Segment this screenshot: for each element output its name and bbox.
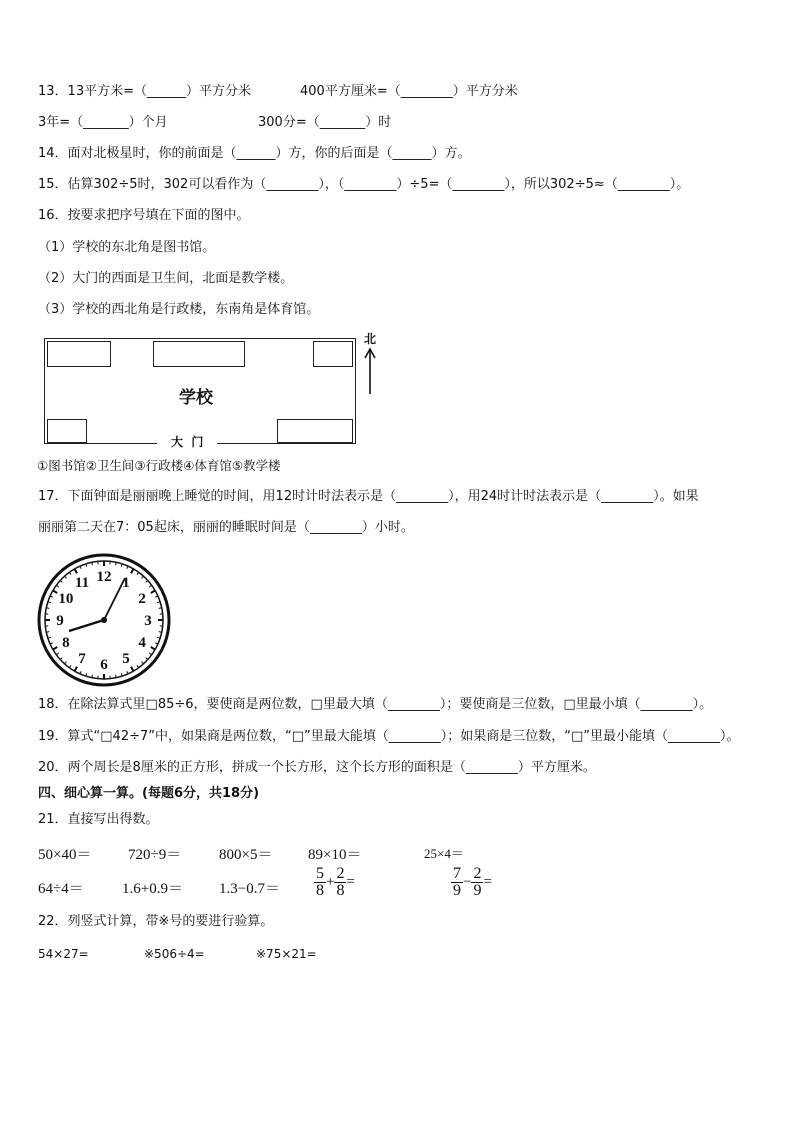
clock-number-4: 4 xyxy=(138,635,146,651)
clock-number-1: 1 xyxy=(122,574,130,591)
calc-4: 89×10＝ xyxy=(308,847,362,863)
map-slot-northwest xyxy=(47,341,111,367)
map-slot-southwest xyxy=(47,419,87,443)
q22-item-3: ※75×21= xyxy=(256,947,317,961)
q16-options: ①图书馆②卫生间③行政楼④体育馆⑤教学楼 xyxy=(37,458,281,473)
clock-face xyxy=(36,552,172,688)
clock-number-10: 10 xyxy=(58,591,74,607)
q16-item-2: （2）大门的西面是卫生间，北面是教学楼。 xyxy=(38,271,294,286)
q17-line1: 17．下面钟面是丽丽晚上睡觉的时间，用12时计时法表示是（________），用24时计时法表示是（________）。如果 xyxy=(38,489,699,504)
clock-number-2: 2 xyxy=(138,591,146,607)
north-arrow-icon xyxy=(362,346,378,396)
map-school-label: 学校 xyxy=(179,388,213,408)
clock-number-6: 6 xyxy=(100,657,108,673)
calc-9-fraction-sum: $\frac{5}{8}$ + $\frac{2}{8}$ = xyxy=(316,865,355,899)
clock-number-7: 7 xyxy=(78,651,86,668)
clock-number-11: 11 xyxy=(74,574,90,591)
q13-d: 300分=（_______）时 xyxy=(258,115,392,130)
map-gate-label: 大 门 xyxy=(157,433,217,450)
clock-number-9: 9 xyxy=(56,613,64,629)
map-slot-north xyxy=(153,341,245,367)
calc-3: 800×5＝ xyxy=(219,847,273,863)
map-slot-northeast xyxy=(313,341,353,367)
q22-item-2: ※506÷4= xyxy=(144,947,205,961)
school-map xyxy=(44,338,356,449)
map-slot-southeast xyxy=(277,419,353,443)
clock-number-3: 3 xyxy=(144,613,152,629)
clock-number-8: 8 xyxy=(62,635,70,651)
q22-item-1: 54×27= xyxy=(38,947,89,961)
calc-5: 25×4＝ xyxy=(424,846,464,861)
q19: 19．算式“□42÷7”中，如果商是两位数，“□”里最大能填（________）；如果商是三位数，“□”里最小能填（________）。 xyxy=(38,729,740,744)
q16-item-3: （3）学校的西北角是行政楼，东南角是体育馆。 xyxy=(38,302,320,317)
calc-2: 720÷9＝ xyxy=(128,847,182,863)
calc-10-fraction-diff: $\frac{7}{9}$ − $\frac{2}{9}$ = xyxy=(453,865,492,899)
q20: 20．两个周长是8厘米的正方形，拼成一个长方形，这个长方形的面积是（________）平方厘米。 xyxy=(38,760,596,775)
clock-hour-hand xyxy=(69,620,104,631)
q16-title: 16．按要求把序号填在下面的图中。 xyxy=(38,208,250,223)
calc-7: 1.6+0.9＝ xyxy=(122,881,183,897)
north-label: 北 xyxy=(364,332,377,346)
calc-8: 1.3−0.7＝ xyxy=(219,881,280,897)
q18: 18．在除法算式里□85÷6，要使商是两位数，□里最大填（________）；要使商是三位数，□里最小填（________）。 xyxy=(38,697,713,712)
q17-line2: 丽丽第二天在7：05起床，丽丽的睡眠时间是（________）小时。 xyxy=(38,520,414,535)
q13-b: 400平方厘米=（________）平方分米 xyxy=(300,84,518,99)
q16-item-1: （1）学校的东北角是图书馆。 xyxy=(38,240,216,255)
q21-title: 21．直接写出得数。 xyxy=(38,812,159,827)
calc-1: 50×40＝ xyxy=(38,847,92,863)
calc-6: 64÷4＝ xyxy=(38,881,84,897)
q15: 15．估算302÷5时，302可以看作为（________），（________）÷5=（________），所以302÷5≈（________）。 xyxy=(38,177,690,192)
q14: 14．面对北极星时，你的前面是（______）方，你的后面是（______）方。 xyxy=(38,146,471,161)
q13-a: 13．13平方米=（______）平方分米 xyxy=(38,84,251,99)
q13-c: 3年=（_______）个月 xyxy=(38,115,168,130)
q22-title: 22．列竖式计算，带※号的要进行验算。 xyxy=(38,914,274,929)
clock-number-12: 12 xyxy=(96,569,112,585)
clock-number-5: 5 xyxy=(122,651,130,668)
section-4-heading: 四、细心算一算。(每题6分，共18分) xyxy=(38,786,260,801)
